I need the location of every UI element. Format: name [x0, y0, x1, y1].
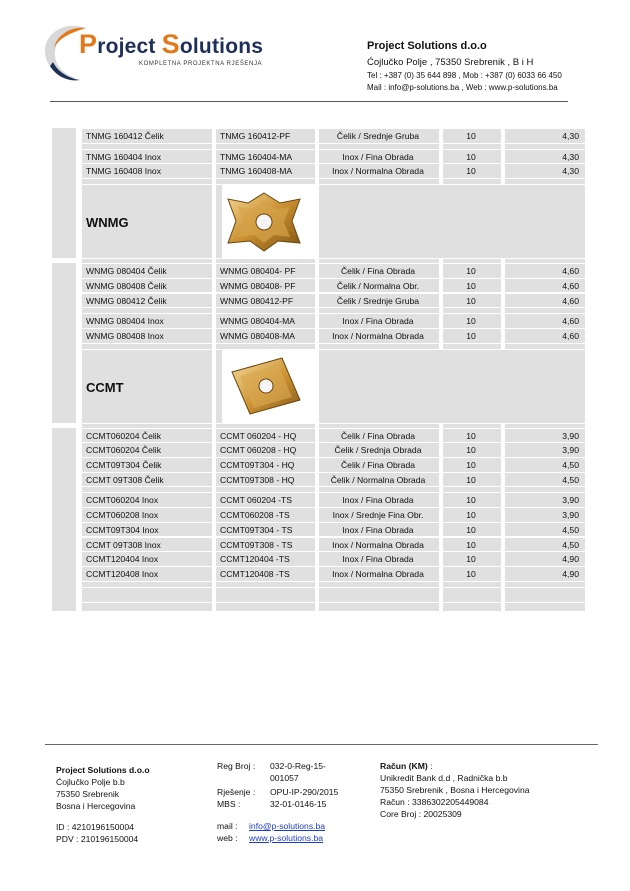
section-blank-cell [319, 350, 585, 423]
footer-mbs-value: 32-01-0146-15 [270, 799, 327, 809]
table-cell-text: Čelik / Normalna Obrada [330, 474, 426, 485]
table-cell-text: CCMT 09T308 Čelik [86, 474, 164, 485]
table-cell-text: 10 [466, 266, 476, 277]
table-cell-text: 10 [466, 280, 476, 291]
spacer-cell [505, 603, 585, 611]
table-cell-text: Čelik / Fina Obrada [340, 266, 416, 277]
table-cell-text: CCMT09T304 - TS [220, 524, 293, 535]
footer-reg-value: 032-0-Reg-15- [270, 761, 326, 771]
gutter-cell [52, 149, 76, 185]
table-cell-text: 3,90 [562, 510, 579, 521]
spacer-cell [319, 144, 439, 149]
spacer-cell [505, 179, 585, 184]
table-cell-text: 4,50 [562, 474, 579, 485]
spacer-cell [319, 344, 439, 349]
table-cell-text: 4,50 [562, 539, 579, 550]
footer-bank-title: Račun (KM) : [380, 761, 433, 771]
table-cell-text: Inox / Normalna Obrada [332, 568, 424, 579]
footer-reg-label: Reg Broj : [217, 761, 256, 771]
table-cell-text: Inox / Fina Obrada [342, 495, 414, 506]
table-cell-text: 4,90 [562, 568, 579, 579]
spacer-cell [82, 424, 212, 428]
gutter-cell [52, 128, 76, 150]
header-address: Ćojlučko Polje , 75350 Srebrenik , B i H [367, 57, 534, 68]
table-cell-text: 4,60 [562, 266, 579, 277]
footer-rjesenje-label: Rješenje : [217, 787, 256, 797]
spacer-cell [505, 487, 585, 492]
footer-bank-line-1: Unikredit Bank d.d , Radnička b.b [380, 773, 508, 783]
table-cell-text: 4,30 [562, 166, 579, 177]
spacer-cell [505, 588, 585, 602]
spacer-cell [505, 259, 585, 263]
spacer-cell [216, 603, 315, 611]
gutter-cell [52, 313, 76, 349]
table-cell-text: CCMT09T304 Čelik [86, 460, 162, 470]
footer-mbs-label: MBS : [217, 799, 241, 809]
table-cell-text: CCMT09T308 - TS [220, 539, 293, 550]
table-cell-text: Čelik / Srednja Obrada [334, 445, 422, 456]
table-cell-text: Inox / Fina Obrada [342, 151, 414, 162]
table-cell-text: 3,90 [562, 495, 579, 506]
spacer-cell [443, 308, 501, 313]
table-cell-text: WNMG 080404-MA [220, 316, 295, 327]
table-cell-text: 3,90 [562, 445, 579, 456]
table-cell-text: TNMG 160412-PF [220, 131, 291, 141]
gutter-cell [52, 185, 76, 258]
footer-address-3: Bosna i Hercegovina [56, 801, 136, 811]
table-cell-text: 4,60 [562, 316, 579, 327]
table-cell-text: Čelik / Fina Obrada [340, 430, 416, 441]
spacer-cell [82, 308, 212, 313]
table-cell-text: 10 [466, 539, 476, 550]
table-cell-text: 10 [466, 474, 476, 485]
spacer-cell [443, 588, 501, 602]
spacer-cell [82, 487, 212, 492]
table-cell-text: WNMG 080408-MA [220, 330, 295, 341]
footer-bank-account: Račun : 3386302205449084 [380, 797, 489, 807]
footer-core-broj: Core Broj : 20025309 [380, 809, 462, 819]
table-cell-text: TNMG 160404 Inox [86, 151, 161, 162]
footer-mail-link[interactable]: info@p-solutions.ba [249, 821, 326, 831]
table-cell-text: 3,90 [562, 430, 579, 441]
table-cell-text: CCMT120408 -TS [220, 568, 290, 579]
spacer-cell [443, 259, 501, 263]
table-cell-text: Inox / Srednje Fina Obr. [332, 510, 424, 521]
table-cell-text: Inox / Fina Obrada [342, 524, 414, 535]
logo-wordmark: Project Solutions [79, 29, 264, 59]
gutter-cell [52, 263, 76, 314]
table-cell-text: CCMT09T304 Inox [86, 524, 159, 535]
spacer-cell [505, 582, 585, 587]
price-table [52, 129, 585, 622]
table-cell-text: Čelik / Normalna Obr. [336, 280, 420, 291]
spacer-cell [216, 179, 315, 184]
table-cell-text: TNMG 160408 Inox [86, 166, 161, 177]
spacer-cell [82, 144, 212, 149]
header-phone: Tel : +387 (0) 35 644 898 , Mob : +387 (0) 6033 66 450 [367, 71, 562, 80]
table-cell-text: WNMG 080412 Čelik [86, 295, 167, 306]
gutter-cell [52, 428, 76, 494]
spacer-cell [319, 179, 439, 184]
gutter-cell [52, 350, 76, 423]
table-cell-text: CCMT 09T308 Inox [86, 539, 161, 550]
spacer-cell [443, 487, 501, 492]
table-cell-text: Inox / Normalna Obrada [332, 166, 424, 177]
footer-bank-line-2: 75350 Srebrenik , Bosna i Hercegovina [380, 785, 530, 795]
spacer-cell [443, 603, 501, 611]
header-company: Project Solutions d.o.o [367, 40, 487, 52]
table-cell-text: 10 [466, 295, 476, 306]
table-cell-text: 4,30 [562, 131, 579, 141]
spacer-cell [216, 344, 315, 349]
table-cell-text: Inox / Normalna Obrada [332, 330, 424, 341]
spacer-cell [319, 588, 439, 602]
footer-web-label: web : [217, 833, 238, 843]
table-cell-text: 10 [466, 554, 476, 565]
spacer-cell [319, 487, 439, 492]
table-cell-text: 10 [466, 510, 476, 521]
spacer-cell [443, 424, 501, 428]
table-cell-text: 10 [466, 330, 476, 341]
footer-divider [45, 744, 598, 745]
table-cell-text: CCMT120408 Inox [86, 568, 159, 579]
table-cell-text: 10 [466, 131, 476, 141]
table-cell-text: 10 [466, 151, 476, 162]
table-cell-text: WNMG 080404 Čelik [86, 266, 167, 277]
table-cell-text: CCMT120404 Inox [86, 554, 159, 565]
spacer-cell [319, 308, 439, 313]
table-cell-text: Inox / Fina Obrada [342, 316, 414, 327]
section-blank-cell [319, 185, 585, 258]
table-cell-text: Inox / Fina Obrada [342, 554, 414, 565]
footer-pdv: PDV : 210196150004 [56, 834, 139, 844]
spacer-cell [82, 603, 212, 611]
table-cell-text: 4,50 [562, 524, 579, 535]
table-cell-text: CCMT060204 Inox [86, 495, 159, 506]
table-cell-text: 10 [466, 524, 476, 535]
table-cell-text: 4,60 [562, 280, 579, 291]
footer-address-2: 75350 Srebrenik [56, 789, 120, 799]
spacer-cell [443, 179, 501, 184]
table-cell-text: CCMT 060204 -TS [220, 495, 292, 506]
table-cell-text: 4,60 [562, 295, 579, 306]
spacer-cell [82, 179, 212, 184]
spacer-cell [216, 582, 315, 587]
table-cell-text: CCMT09T304 - HQ [220, 460, 295, 470]
table-cell-text: 10 [466, 316, 476, 327]
table-cell-text: WNMG 080404 Inox [86, 316, 164, 327]
spacer-cell [319, 603, 439, 611]
table-cell-text: 10 [466, 495, 476, 506]
table-cell-text: CCMT060208 -TS [220, 510, 290, 521]
spacer-cell [82, 259, 212, 263]
header-divider [50, 101, 568, 102]
table-cell-text: CCMT120404 -TS [220, 554, 290, 565]
table-cell-text: Čelik / Srednje Gruba [336, 131, 420, 141]
table-cell-text: 10 [466, 430, 476, 441]
table-cell-text: 4,90 [562, 554, 579, 565]
spacer-cell [443, 144, 501, 149]
table-cell-text: 4,30 [562, 151, 579, 162]
table-cell-text: CCMT09T308 - HQ [220, 474, 295, 485]
table-cell-text: Inox / Normalna Obrada [332, 539, 424, 550]
table-cell-text: WNMG 080408 Čelik [86, 280, 167, 291]
table-cell-text: CCMT060204 Čelik [86, 430, 161, 441]
spacer-cell [505, 144, 585, 149]
spacer-cell [216, 308, 315, 313]
footer-company: Project Solutions d.o.o [56, 765, 150, 775]
gutter-cell [52, 492, 76, 610]
table-cell-text: WNMG 080408 Inox [86, 330, 164, 341]
spacer-cell [216, 424, 315, 428]
table-cell-text: TNMG 160412 Čelik [86, 131, 164, 141]
table-cell-text: Čelik / Fina Obrada [340, 460, 416, 470]
table-cell-text: 4,60 [562, 330, 579, 341]
trigon-insert-icon [222, 189, 306, 253]
table-cell-text: TNMG 160404-MA [220, 151, 293, 162]
spacer-cell [216, 144, 315, 149]
spacer-cell [216, 487, 315, 492]
table-cell-text: CCMT060208 Inox [86, 510, 159, 521]
table-cell-text: 10 [466, 445, 476, 456]
spacer-cell [443, 582, 501, 587]
table-cell-text: WNMG 080408- PF [220, 280, 296, 291]
table-cell-text: 10 [466, 568, 476, 579]
footer-mail-label: mail : [217, 821, 238, 831]
rhombic-insert-icon [224, 354, 308, 418]
spacer-cell [443, 344, 501, 349]
spacer-cell [319, 582, 439, 587]
spacer-cell [505, 308, 585, 313]
table-cell-text: 10 [466, 166, 476, 177]
table-cell-text: CCMT060204 Čelik [86, 445, 161, 456]
footer-reg-value-2: 001057 [270, 773, 299, 783]
footer-web-link[interactable]: www.p-solutions.ba [249, 833, 324, 843]
logo-tagline: KOMPLETNA PROJEKTNA RJEŠENJA [139, 61, 263, 67]
header-mail: Mail : info@p-solutions.ba , Web : www.p-solutions.ba [367, 83, 558, 92]
table-cell-text: WNMG 080412-PF [220, 295, 294, 306]
spacer-cell [82, 582, 212, 587]
spacer-cell [319, 424, 439, 428]
spacer-cell [216, 259, 315, 263]
section-title: CCMT [86, 379, 124, 395]
spacer-cell [82, 344, 212, 349]
spacer-cell [505, 424, 585, 428]
table-cell-text: TNMG 160408-MA [220, 166, 293, 177]
spacer-cell [319, 259, 439, 263]
table-cell-text: Čelik / Srednje Gruba [336, 295, 420, 306]
spacer-cell [505, 344, 585, 349]
section-title: WNMG [86, 215, 129, 231]
table-cell-text: CCMT 060208 - HQ [220, 445, 297, 456]
table-cell-text: 4,50 [562, 460, 579, 470]
table-cell-text: CCMT 060204 - HQ [220, 430, 297, 441]
spacer-cell [216, 588, 315, 602]
table-cell-text: 10 [466, 460, 476, 470]
table-cell-text: WNMG 080404- PF [220, 266, 296, 277]
footer-address-1: Ćojlučko Polje b.b [56, 777, 125, 787]
footer-rjesenje-value: OPU-IP-290/2015 [270, 787, 339, 797]
spacer-cell [82, 588, 212, 602]
footer-id: ID : 4210196150004 [56, 822, 134, 832]
